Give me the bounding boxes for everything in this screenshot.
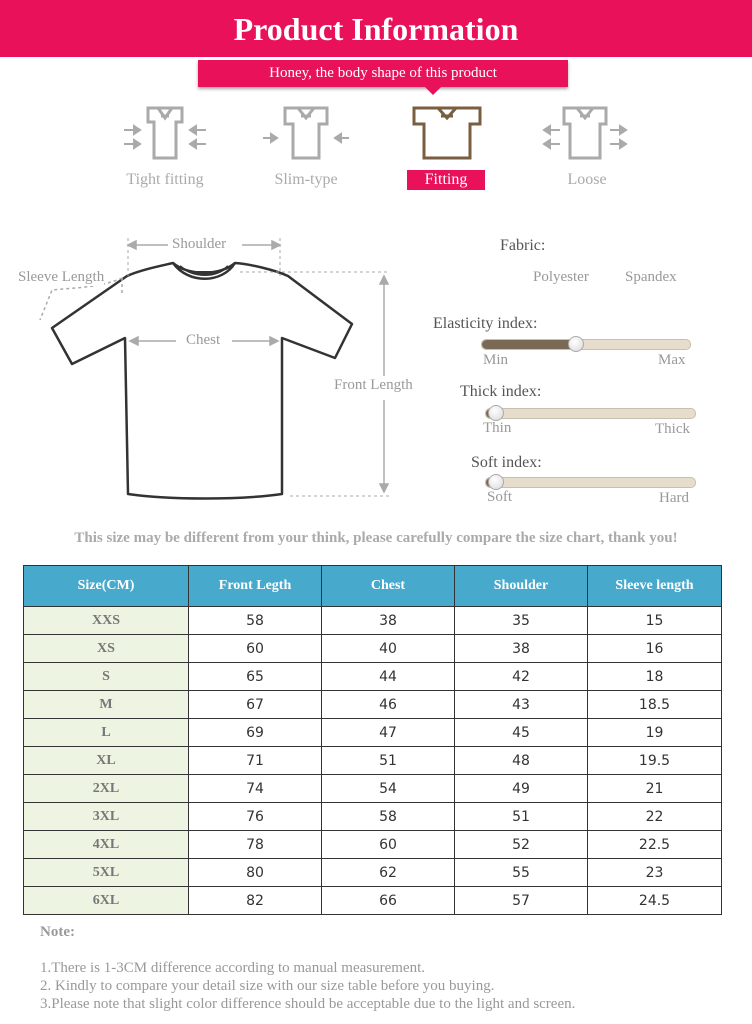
table-header-row bbox=[24, 566, 722, 607]
note-item-1: 1.There is 1-3CM difference according to manual measurement. bbox=[40, 960, 425, 976]
table-cell: 18.5 bbox=[588, 691, 722, 719]
table-cell: 54 bbox=[322, 775, 455, 803]
size-table bbox=[23, 565, 722, 915]
table-row bbox=[24, 803, 722, 831]
fabric-polyester: Polyester bbox=[533, 269, 589, 285]
table-row bbox=[24, 775, 722, 803]
soft-min: Soft bbox=[487, 489, 513, 505]
table-cell: 62 bbox=[322, 859, 455, 887]
table-cell: 58 bbox=[322, 803, 455, 831]
fabric-spandex: Spandex bbox=[625, 269, 677, 285]
size-cell: 4XL bbox=[24, 831, 189, 859]
table-cell: 40 bbox=[322, 635, 455, 663]
size-cell: L bbox=[24, 719, 189, 747]
thick-track bbox=[485, 408, 696, 419]
table-row bbox=[24, 663, 722, 691]
elasticity-knob bbox=[568, 336, 584, 352]
table-cell: 80 bbox=[189, 859, 322, 887]
elasticity-min: Min bbox=[483, 352, 509, 368]
table-cell: 78 bbox=[189, 831, 322, 859]
slim-type-icon bbox=[261, 104, 351, 162]
fabric-label: Fabric: bbox=[500, 237, 546, 254]
thick-label: Thick index: bbox=[460, 383, 542, 400]
table-cell: 18 bbox=[588, 663, 722, 691]
loose-icon bbox=[540, 104, 630, 162]
size-cell: 5XL bbox=[24, 859, 189, 887]
table-row bbox=[24, 691, 722, 719]
header-shoulder: Shoulder bbox=[455, 566, 588, 607]
table-cell: 65 bbox=[189, 663, 322, 691]
table-cell: 58 bbox=[189, 607, 322, 635]
table-cell: 45 bbox=[455, 719, 588, 747]
table-cell: 42 bbox=[455, 663, 588, 691]
table-row bbox=[24, 747, 722, 775]
fit-label-fitting: Fitting bbox=[407, 170, 485, 190]
shoulder-label: Shoulder bbox=[172, 236, 227, 252]
size-cell: S bbox=[24, 663, 189, 691]
table-cell: 69 bbox=[189, 719, 322, 747]
thick-max: Thick bbox=[655, 421, 690, 437]
thick-min: Thin bbox=[483, 420, 512, 436]
table-cell: 23 bbox=[588, 859, 722, 887]
table-cell: 38 bbox=[322, 607, 455, 635]
sleeve-length-label: Sleeve Length bbox=[18, 269, 105, 285]
body-shape-banner: Honey, the body shape of this product bbox=[198, 60, 568, 87]
table-cell: 22 bbox=[588, 803, 722, 831]
table-cell: 35 bbox=[455, 607, 588, 635]
table-cell: 82 bbox=[189, 887, 322, 915]
table-cell: 19.5 bbox=[588, 747, 722, 775]
table-cell: 67 bbox=[189, 691, 322, 719]
table-row bbox=[24, 719, 722, 747]
table-cell: 16 bbox=[588, 635, 722, 663]
fit-label-tight: Tight fitting bbox=[126, 171, 204, 188]
table-cell: 19 bbox=[588, 719, 722, 747]
table-cell: 76 bbox=[189, 803, 322, 831]
table-row bbox=[24, 607, 722, 635]
soft-max: Hard bbox=[659, 490, 689, 506]
table-row bbox=[24, 635, 722, 663]
elasticity-fill bbox=[482, 340, 576, 349]
table-cell: 71 bbox=[189, 747, 322, 775]
fit-label-loose: Loose bbox=[567, 171, 607, 188]
table-cell: 43 bbox=[455, 691, 588, 719]
front-length-label: Front Length bbox=[334, 377, 413, 393]
table-cell: 49 bbox=[455, 775, 588, 803]
table-cell: 47 bbox=[322, 719, 455, 747]
fit-label-slim: Slim-type bbox=[274, 171, 338, 188]
page-title: Product Information bbox=[0, 0, 752, 57]
table-cell: 74 bbox=[189, 775, 322, 803]
table-cell: 55 bbox=[455, 859, 588, 887]
elasticity-label: Elasticity index: bbox=[433, 315, 538, 332]
table-cell: 38 bbox=[455, 635, 588, 663]
note-title: Note: bbox=[40, 924, 75, 940]
table-cell: 52 bbox=[455, 831, 588, 859]
table-cell: 46 bbox=[322, 691, 455, 719]
chest-label: Chest bbox=[186, 332, 221, 348]
header-sleeve-length: Sleeve length bbox=[588, 566, 722, 607]
size-cell: 2XL bbox=[24, 775, 189, 803]
table-cell: 15 bbox=[588, 607, 722, 635]
size-cell: M bbox=[24, 691, 189, 719]
table-cell: 60 bbox=[322, 831, 455, 859]
table-cell: 51 bbox=[322, 747, 455, 775]
table-row bbox=[24, 859, 722, 887]
size-cell: XXS bbox=[24, 607, 189, 635]
size-cell: 6XL bbox=[24, 887, 189, 915]
table-cell: 66 bbox=[322, 887, 455, 915]
table-row bbox=[24, 831, 722, 859]
table-cell: 51 bbox=[455, 803, 588, 831]
table-cell: 44 bbox=[322, 663, 455, 691]
tshirt-outline bbox=[52, 263, 352, 499]
table-cell: 60 bbox=[189, 635, 322, 663]
size-cell: XL bbox=[24, 747, 189, 775]
table-cell: 48 bbox=[455, 747, 588, 775]
soft-label: Soft index: bbox=[471, 454, 542, 471]
size-cell: 3XL bbox=[24, 803, 189, 831]
size-disclaimer: This size may be different from your think, please carefully compare the size chart, thank you! bbox=[74, 530, 678, 546]
note-item-3: 3.Please note that slight color difference should be acceptable due to the light and screen. bbox=[40, 996, 576, 1012]
elasticity-max: Max bbox=[658, 352, 686, 368]
table-cell: 22.5 bbox=[588, 831, 722, 859]
header-chest: Chest bbox=[322, 566, 455, 607]
table-cell: 57 bbox=[455, 887, 588, 915]
table-cell: 21 bbox=[588, 775, 722, 803]
size-cell: XS bbox=[24, 635, 189, 663]
header-front-length: Front Legth bbox=[189, 566, 322, 607]
banner-pointer bbox=[424, 86, 442, 95]
table-cell: 24.5 bbox=[588, 887, 722, 915]
soft-track bbox=[485, 477, 696, 488]
tight-fitting-icon bbox=[120, 104, 210, 162]
note-item-2: 2. Kindly to compare your detail size with our size table before you buying. bbox=[40, 978, 495, 994]
fitting-icon bbox=[402, 104, 492, 162]
header-size: Size(CM) bbox=[24, 566, 189, 607]
elasticity-track bbox=[481, 339, 691, 350]
table-row bbox=[24, 887, 722, 915]
